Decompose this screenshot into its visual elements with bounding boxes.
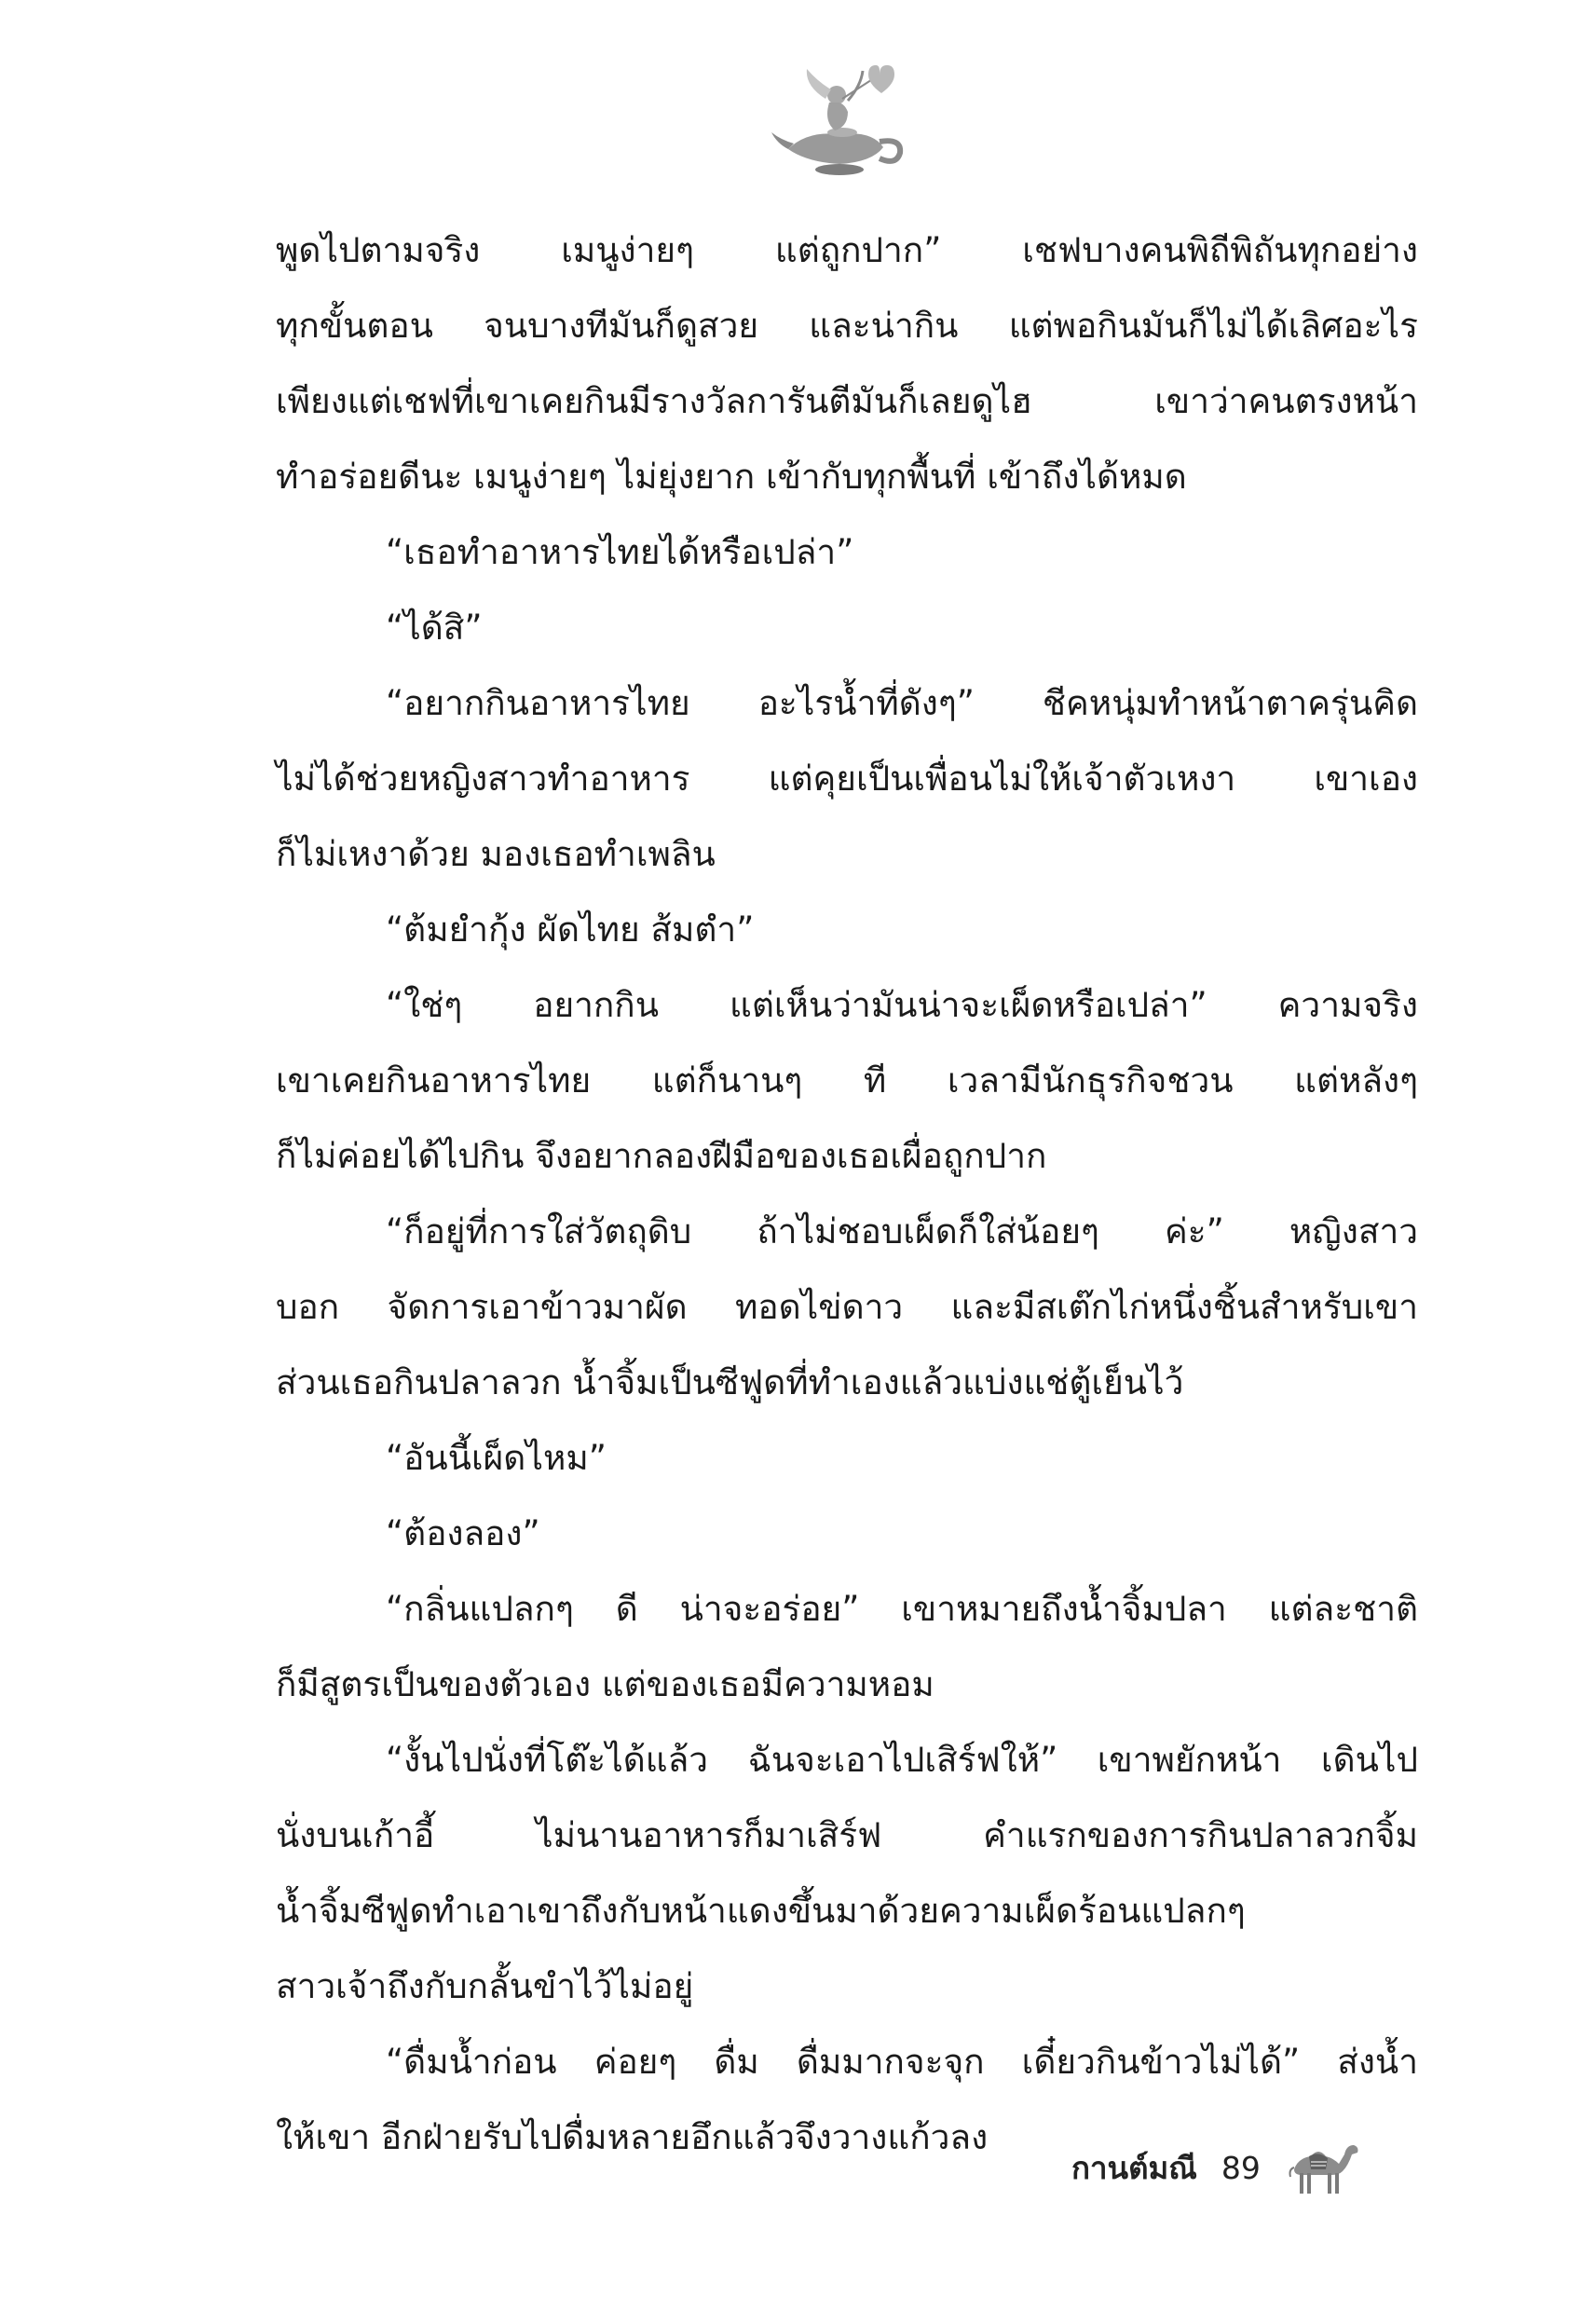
page-number: 89 xyxy=(1221,2149,1261,2186)
page-footer xyxy=(1071,2140,1361,2195)
text-line: “อันนี้เผ็ดไหม” xyxy=(386,1438,607,1478)
text-line: “งั้นไปนั่งที่โต๊ะได้แล้ว ฉันจะเอาไปเสิร์ฟให้” เขาพยักหน้า เดินไป xyxy=(386,1740,1418,1780)
text-line: พูดไปตามจริง เมนูง่ายๆ แต่ถูกปาก” เชฟบางคนพิถีพิถันทุกอย่าง xyxy=(276,230,1418,270)
page-body-text xyxy=(276,212,1418,2175)
text-line: ทุกขั้นตอน จนบางทีมันก็ดูสวย และน่ากิน แต่พอกินมันก็ไม่ได้เลิศอะไร xyxy=(276,306,1418,346)
text-line: ให้เขา อีกฝ่ายรับไปดื่มหลายอึกแล้วจึงวางแก้วลง xyxy=(276,2117,989,2157)
text-line: “ก็อยู่ที่การใส่วัตถุดิบ ถ้าไม่ชอบเผ็ดก็ใส่น้อยๆ ค่ะ” หญิงสาว xyxy=(386,1211,1418,1251)
text-line: “เธอทำอาหารไทยได้หรือเปล่า” xyxy=(386,532,854,572)
text-line: น้ำจิ้มซีฟูดทำเอาเขาถึงกับหน้าแดงขึ้นมาด้วยความเผ็ดร้อนแปลกๆ xyxy=(276,1891,1246,1931)
text-line: ก็ไม่ค่อยได้ไปกิน จึงอยากลองฝีมือของเธอเผื่อถูกปาก xyxy=(276,1136,1047,1176)
text-line: ส่วนเธอกินปลาลวก น้ำจิ้มเป็นซีฟูดที่ทำเองแล้วแบ่งแช่ตู้เย็นไว้ xyxy=(276,1362,1184,1402)
text-line: “ต้มยำกุ้ง ผัดไทย ส้มตำ” xyxy=(386,909,755,950)
text-line: “ได้สิ” xyxy=(386,608,483,648)
text-line: ก็ไม่เหงาด้วย มองเธอทำเพลิน xyxy=(276,834,716,874)
text-line: “ต้องลอง” xyxy=(386,1513,540,1553)
text-line: “ดื่มน้ำก่อน ค่อยๆ ดื่ม ดื่มมากจะจุก เดี๋ยวกินข้าวไม่ได้” ส่งน้ำ xyxy=(386,2042,1418,2082)
text-line: ก็มีสูตรเป็นของตัวเอง แต่ของเธอมีความหอม xyxy=(276,1664,934,1704)
text-line: ทำอร่อยดีนะ เมนูง่ายๆ ไม่ยุ่งยาก เข้ากับทุกพื้นที่ เข้าถึงได้หมด xyxy=(276,457,1187,497)
text-line: “กลิ่นแปลกๆ ดี น่าจะอร่อย” เขาหมายถึงน้ำจิ้มปลา แต่ละชาติ xyxy=(386,1589,1418,1629)
text-line: “อยากกินอาหารไทย อะไรน้ำที่ดังๆ” ชีคหนุ่มทำหน้าตาครุ่นคิด xyxy=(386,683,1418,723)
text-line: เพียงแต่เชฟที่เขาเคยกินมีรางวัลการันตีมันก็เลยดูไฮ เขาว่าคนตรงหน้า xyxy=(276,381,1418,421)
text-line: เขาเคยกินอาหารไทย แต่ก็นานๆ ที เวลามีนักธุรกิจชวน แต่หลังๆ xyxy=(276,1060,1418,1101)
cupid-on-magic-lamp-icon xyxy=(770,58,909,179)
text-line: “ใช่ๆ อยากกิน แต่เห็นว่ามันน่าจะเผ็ดหรือเปล่า” ความจริง xyxy=(386,985,1418,1025)
camel-icon xyxy=(1285,2138,1361,2197)
book-title: กานต์มณี xyxy=(1071,2149,1197,2186)
text-line: สาวเจ้าถึงกับกลั้นขำไว้ไม่อยู่ xyxy=(276,1966,694,2006)
text-line: บอก จัดการเอาข้าวมาผัด ทอดไข่ดาว และมีสเต๊กไก่หนึ่งชิ้นสำหรับเขา xyxy=(276,1287,1418,1327)
text-line: นั่งบนเก้าอี้ ไม่นานอาหารก็มาเสิร์ฟ คำแรกของการกินปลาลวกจิ้ม xyxy=(276,1815,1418,1855)
text-line: ไม่ได้ช่วยหญิงสาวทำอาหาร แต่คุยเป็นเพื่อนไม่ให้เจ้าตัวเหงา เขาเอง xyxy=(276,759,1418,799)
